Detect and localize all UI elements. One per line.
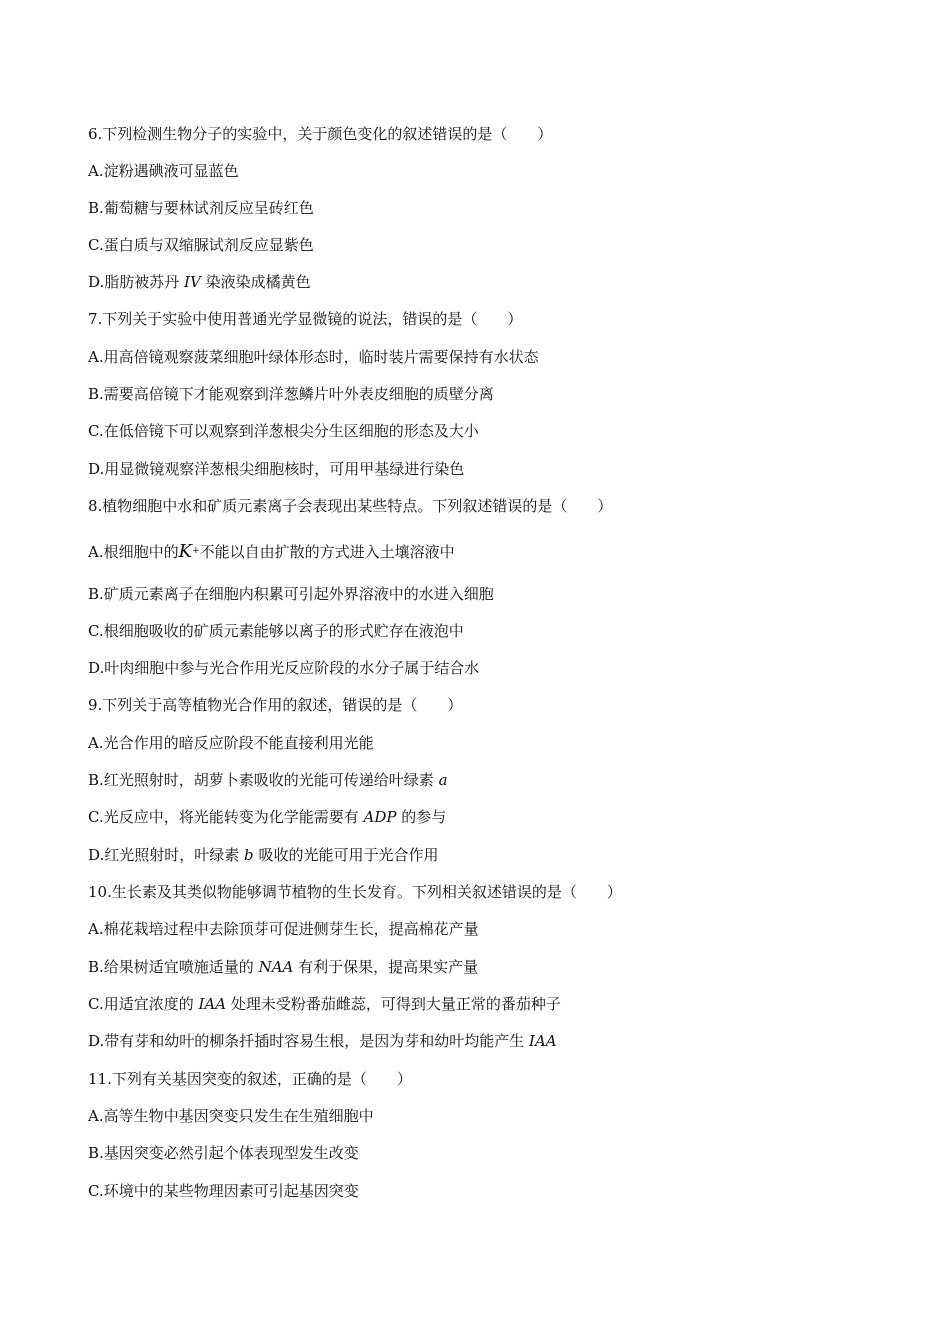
question-9-option-d: [88, 845, 438, 865]
question-6-option-a: A.淀粉遇碘液可显蓝色: [88, 162, 239, 180]
question-10-option-c: [88, 994, 561, 1014]
question-8-stem: 8.植物细胞中水和矿质元素离子会表现出某些特点。下列叙述错误的是（ ）: [88, 497, 613, 515]
potassium-letter: K: [178, 541, 193, 562]
molecule-name: ADP: [363, 808, 397, 826]
question-10-stem: 10.生长素及其类似物能够调节植物的生长发育。下列相关叙述错误的是（ ）: [88, 883, 622, 901]
question-10-option-d: [88, 1031, 557, 1051]
option-text: B.给果树适宜喷施适量的: [88, 958, 254, 976]
option-text: C.用适宜浓度的: [88, 995, 194, 1013]
option-text: 有利于保果，提高果实产量: [298, 958, 479, 976]
option-text: D.脂肪被苏丹: [88, 273, 180, 291]
question-8-option-d: D.叶肉细胞中参与光合作用光反应阶段的水分子属于结合水: [88, 659, 480, 677]
question-9-stem: 9.下列关于高等植物光合作用的叙述，错误的是（ ）: [88, 696, 463, 714]
option-text: 染液染成橘黄色: [205, 273, 311, 291]
question-7-option-b: B.需要高倍镜下才能观察到洋葱鳞片叶外表皮细胞的质壁分离: [88, 385, 494, 403]
option-text: 吸收的光能可用于光合作用: [258, 846, 439, 864]
option-text: B.红光照射时，胡萝卜素吸收的光能可传递给叶绿素: [88, 771, 434, 789]
potassium-ion-symbol: [179, 541, 200, 562]
ion-charge: +: [192, 546, 200, 556]
hormone-name: IAA: [529, 1032, 557, 1050]
question-11-option-b: B.基因突变必然引起个体表现型发生改变: [88, 1144, 359, 1162]
question-10-option-b: [88, 957, 478, 977]
question-8-option-a: [88, 541, 455, 562]
chlorophyll-variant: a: [438, 771, 448, 789]
question-11-stem: 11.下列有关基因突变的叙述，正确的是（ ）: [88, 1070, 412, 1088]
question-9-option-b: [88, 770, 448, 790]
question-10-option-a: A.棉花栽培过程中去除顶芽可促进侧芽生长，提高棉花产量: [88, 920, 479, 938]
question-11-option-c: C.环境中的某些物理因素可引起基因突变: [88, 1182, 359, 1200]
dye-name: IV: [184, 273, 201, 291]
chlorophyll-variant: b: [244, 846, 254, 864]
hormone-name: NAA: [258, 958, 294, 976]
question-9-option-c: [88, 807, 446, 827]
question-6-option-d: [88, 272, 311, 292]
option-text: D.红光照射时，叶绿素: [88, 846, 240, 864]
question-7-option-d: D.用显微镜观察洋葱根尖细胞核时，可用甲基绿进行染色: [88, 460, 465, 478]
option-text: A.根细胞中的: [88, 543, 179, 561]
option-text: 的参与: [401, 808, 447, 826]
option-text: C.光反应中，将光能转变为化学能需要有: [88, 808, 359, 826]
question-6-option-c: C.蛋白质与双缩脲试剂反应显紫色: [88, 236, 314, 254]
question-6-stem: 6.下列检测生物分子的实验中，关于颜色变化的叙述错误的是（ ）: [88, 125, 553, 143]
question-7-option-a: A.用高倍镜观察菠菜细胞叶绿体形态时，临时装片需要保持有水状态: [88, 348, 539, 366]
option-text: 处理未受粉番茄雌蕊，可得到大量正常的番茄种子: [230, 995, 561, 1013]
question-11-option-a: A.高等生物中基因突变只发生在生殖细胞中: [88, 1107, 374, 1125]
question-9-option-a: A.光合作用的暗反应阶段不能直接利用光能: [88, 734, 374, 752]
question-6-option-b: B.葡萄糖与要林试剂反应呈砖红色: [88, 199, 314, 217]
question-8-option-b: B.矿质元素离子在细胞内积累可引起外界溶液中的水进入细胞: [88, 585, 494, 603]
hormone-name: IAA: [198, 995, 227, 1013]
question-8-option-c: C.根细胞吸收的矿质元素能够以离子的形式贮存在液泡中: [88, 622, 464, 640]
option-text: 不能以自由扩散的方式进入土壤溶液中: [199, 543, 455, 561]
option-text: D.带有芽和幼叶的柳条扦插时容易生根，是因为芽和幼叶均能产生: [88, 1032, 525, 1050]
question-7-stem: 7.下列关于实验中使用普通光学显微镜的说法，错误的是（ ）: [88, 310, 523, 328]
question-7-option-c: C.在低倍镜下可以观察到洋葱根尖分生区细胞的形态及大小: [88, 422, 479, 440]
